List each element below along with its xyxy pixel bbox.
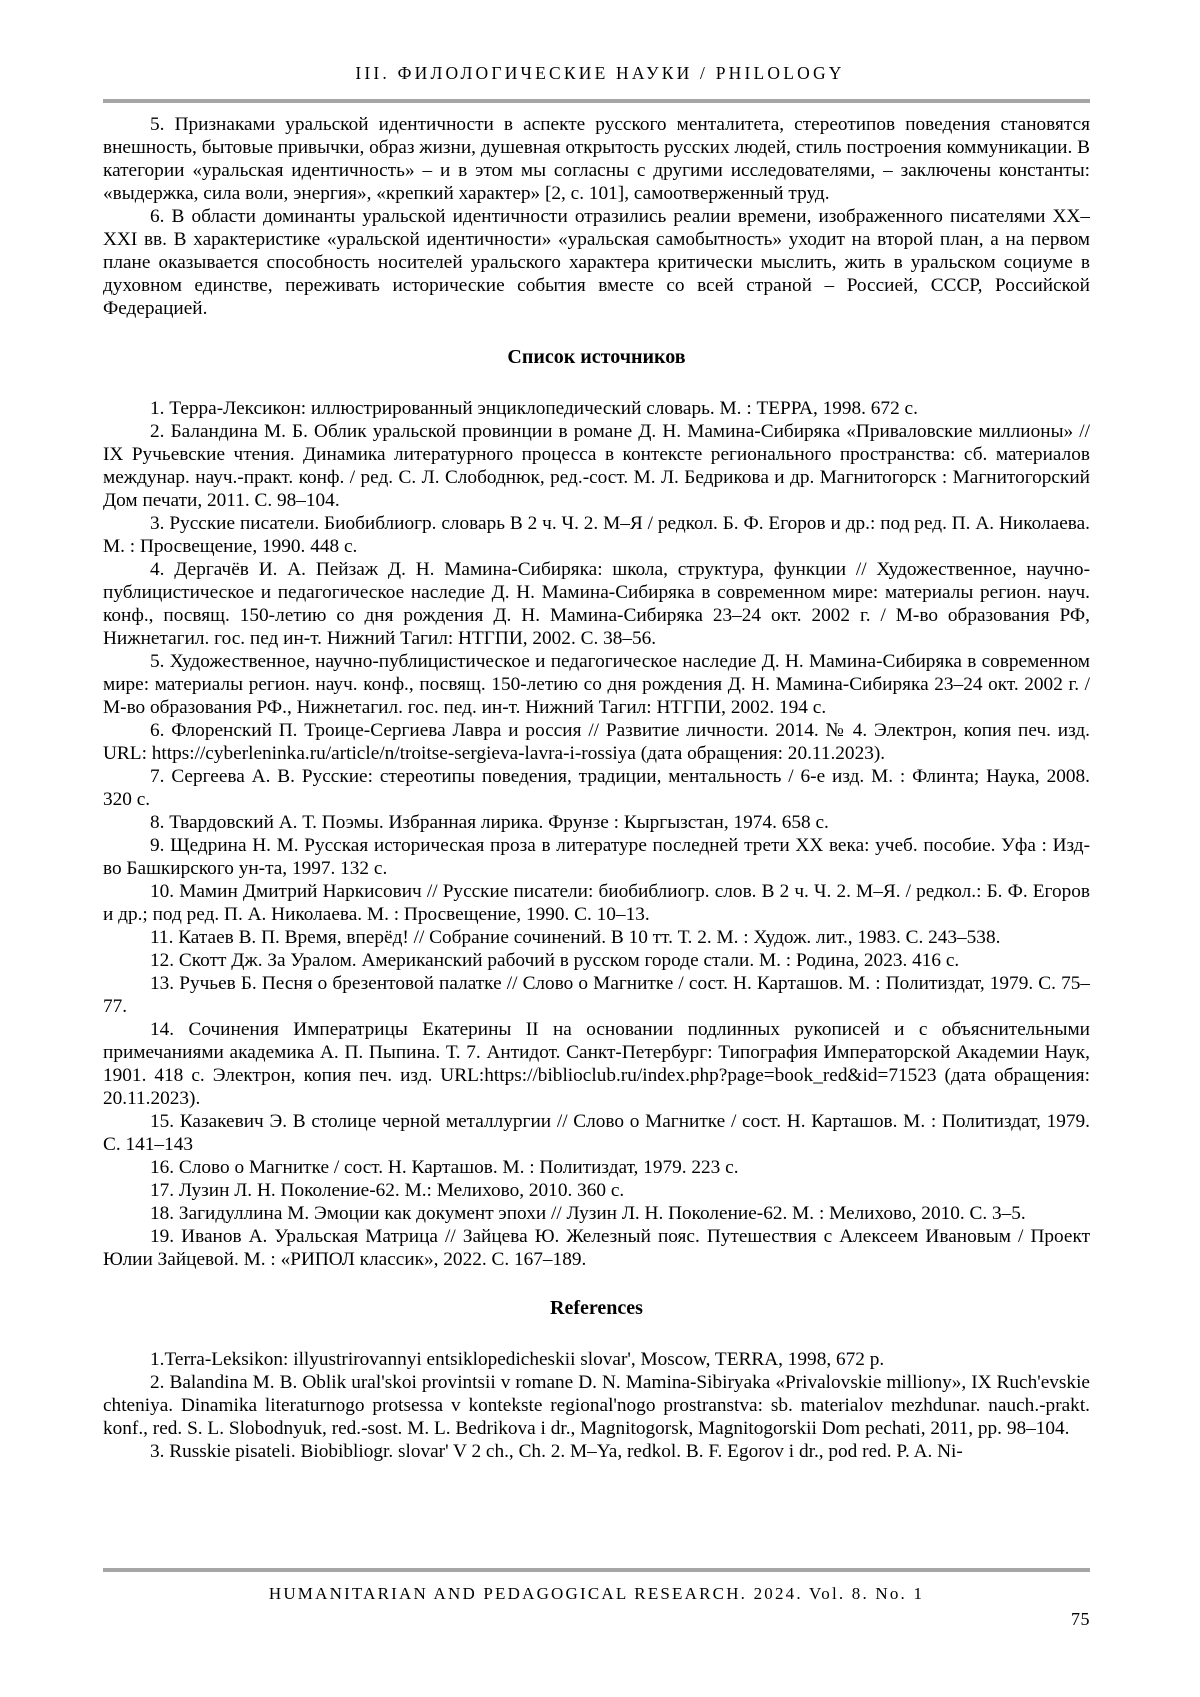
- body-paragraph: 5. Признаками уральской идентичности в аспекте русского менталитета, стереотипов поведения становятся внешность, бытовые привычки, образ жизни, душевная открытость русских людей, стиль построения коммуникации. В категории «уральская идентичность» – и в этом мы согласны с другими исследователями, – заключены константы: «выдержка, сила воли, энергия», «крепкий характер» [2, с. 101], самоотверженный труд.: [103, 114, 1090, 204]
- source-item: 6. Флоренский П. Троице-Сергиева Лавра и россия // Развитие личности. 2014. № 4. Электрон, копия печ. изд. URL: https://cyberleninka.ru/article/n/troitse-sergieva-lavra-i-rossiya (дата обращения: 20.11.2023).: [103, 720, 1090, 764]
- source-item: 4. Дергачёв И. А. Пейзаж Д. Н. Мамина-Сибиряка: школа, структура, функции // Художественное, научно-публицистическое и педагогическое наследие Д. Н. Мамина-Сибиряка в современном мире: материалы регион. науч. конф., посвящ. 150-летию со дня рождения Д. Н. Мамина-Сибиряка 23–24 окт. 2002 г. / М-во образования РФ, Нижнетагил. гос. пед ин-т. Нижний Тагил: НТГПИ, 2002. С. 38–56.: [103, 559, 1090, 649]
- body-paragraph: 6. В области доминанты уральской идентичности отразились реалии времени, изображенного писателями XX–XXI вв. В характеристике «уральской идентичности» «уральская самобытность» уходит на второй план, а на первом плане оказывается способность носителей уральского характера критически мыслить, жить в уральском социуме в духовном единстве, переживать исторические события вместе со всей страной – Россией, СССР, Российской Федерацией.: [103, 206, 1090, 319]
- source-item: 17. Лузин Л. Н. Поколение-62. М.: Мелихово, 2010. 360 с.: [150, 1180, 625, 1201]
- header-rule: [103, 99, 1090, 103]
- reference-item: 3. Russkie pisateli. Biobibliogr. slovar' V 2 ch., Ch. 2. M–Ya, redkol. B. F. Egorov i dr., pod red. P. A. Ni-: [150, 1441, 963, 1462]
- source-item: 12. Скотт Дж. За Уралом. Американский рабочий в русском городе стали. М. : Родина, 2023. 416 с.: [150, 950, 960, 971]
- journal-footer-text: HUMANITARIAN AND PEDAGOGICAL RESEARCH. 2024. Vol. 8. No. 1: [268, 1584, 925, 1603]
- source-item: 2. Баландина М. Б. Облик уральской провинции в романе Д. Н. Мамина-Сибиряка «Приваловские миллионы» // IX Ручьевские чтения. Динамика литературного процесса в контексте регионального пространства: сб. материалов междунар. науч.-практ. конф. / ред. С. Л. Слободнюк, ред.-сост. М. Л. Бедрикова и др. Магнитогорск : Магнитогорский Дом печати, 2011. С. 98–104.: [103, 421, 1090, 511]
- sources-list: [103, 397, 1090, 1271]
- sources-heading: Список источников: [507, 346, 686, 368]
- references-list: [103, 1348, 1090, 1463]
- source-item: 3. Русские писатели. Биобиблиогр. словарь В 2 ч. Ч. 2. М–Я / редкол. Б. Ф. Егоров и др.: под ред. П. А. Николаева. М. : Просвещение, 1990. 448 с.: [103, 513, 1090, 557]
- reference-item: 2. Balandina M. B. Oblik ural'skoi provintsii v romane D. N. Mamina-Sibiryaka «Privalovskie milliony», IX Ruch'evskie chteniya. Dinamika literaturnogo protsessa v kontekste regional'nogo prostranstva: sb. materialov mezhdunar. nauch.-prakt. konf., red. S. L. Slobodnyuk, red.-sost. M. L. Bedrikova i dr., Magnitogorsk, Magnitogorskii Dom pechati, 2011, pp. 98–104.: [103, 1372, 1090, 1439]
- references-heading: References: [550, 1297, 643, 1319]
- source-item: 15. Казакевич Э. В столице черной металлургии // Слово о Магнитке / сост. Н. Карташов. М. : Политиздат, 1979. С. 141–143: [103, 1111, 1090, 1155]
- source-item: 13. Ручьев Б. Песня о брезентовой палатке // Слово о Магнитке / сост. Н. Карташов. М. : Политиздат, 1979. С. 75–77.: [103, 973, 1090, 1017]
- source-item: 19. Иванов А. Уральская Матрица // Зайцева Ю. Железный пояс. Путешествия с Алексеем Ивановым / Проект Юлии Зайцевой. М. : «РИПОЛ классик», 2022. С. 167–189.: [103, 1226, 1090, 1270]
- source-item: 9. Щедрина Н. М. Русская историческая проза в литературе последней трети XX века: учеб. пособие. Уфа : Изд-во Башкирского ун-та, 1997. 132 с.: [103, 835, 1090, 879]
- source-item: 18. Загидуллина М. Эмоции как документ эпохи // Лузин Л. Н. Поколение-62. М. : Мелихово, 2010. С. 3–5.: [150, 1203, 1026, 1224]
- page-content: [103, 113, 1090, 1561]
- source-item: 16. Слово о Магнитке / сост. Н. Карташов. М. : Политиздат, 1979. 223 с.: [150, 1157, 739, 1178]
- source-item: 10. Мамин Дмитрий Наркисович // Русские писатели: биобиблиогр. слов. В 2 ч. Ч. 2. М–Я. / редкол.: Б. Ф. Егоров и др.; под ред. П. А. Николаева. М. : Просвещение, 1990. С. 10–13.: [103, 881, 1090, 925]
- body-paragraphs: [103, 113, 1090, 320]
- source-item: 7. Сергеева А. В. Русские: стереотипы поведения, традиции, ментальность / 6-е изд. М. : Флинта; Наука, 2008. 320 с.: [103, 766, 1090, 810]
- source-item: 8. Твардовский А. Т. Поэмы. Избранная лирика. Фрунзе : Кыргызстан, 1974. 658 с.: [150, 812, 829, 833]
- source-item: 1. Терра-Лексикон: иллюстрированный энциклопедический словарь. М. : ТЕРРА, 1998. 672 с.: [150, 398, 918, 419]
- page-footer: [103, 1568, 1090, 1630]
- running-head: III. ФИЛОЛОГИЧЕСКИЕ НАУКИ / PHILOLOGY: [355, 63, 845, 83]
- page-number: 75: [1071, 1609, 1090, 1629]
- footer-rule: [103, 1568, 1090, 1572]
- source-item: 14. Сочинения Императрицы Екатерины II на основании подлинных рукописей и с объяснительными примечаниями академика А. П. Пыпина. Т. 7. Антидот. Санкт-Петербург: Типография Императорской Академии Наук, 1901. 418 с. Электрон, копия печ. изд. URL:https://biblioclub.ru/index.php?page=book_red&id=71523 (дата обращения: 20.11.2023).: [103, 1019, 1090, 1109]
- source-item: 5. Художественное, научно-публицистическое и педагогическое наследие Д. Н. Мамина-Сибиряка в современном мире: материалы регион. науч. конф., посвящ. 150-летию со дня рождения Д. Н. Мамина-Сибиряка 23–24 окт. 2002 г. / М-во образования РФ., Нижнетагил. гос. пед. ин-т. Нижний Тагил: НТГПИ, 2002. 194 с.: [103, 651, 1090, 718]
- source-item: 11. Катаев В. П. Время, вперёд! // Собрание сочинений. В 10 тт. Т. 2. М. : Худож. лит., 1983. С. 243–538.: [150, 927, 1001, 948]
- reference-item: 1.Terra-Leksikon: illyustrirovannyi entsiklopedicheskii slovar', Moscow, TERRA, 1998, 672 p.: [150, 1349, 885, 1370]
